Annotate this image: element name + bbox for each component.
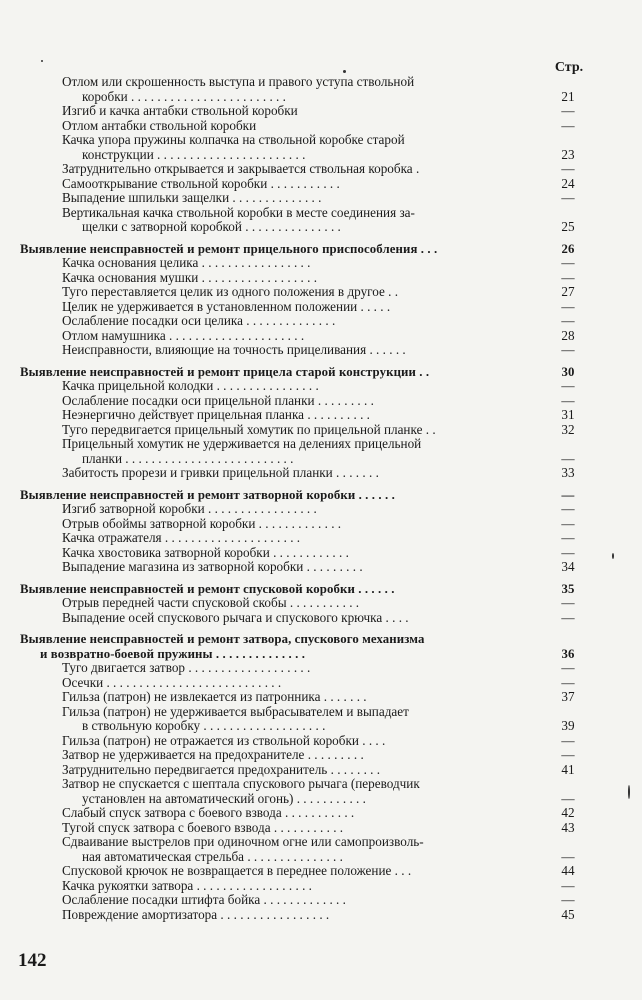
entry-line: Выявление неисправностей и ремонт затворной коробки . . . . . . bbox=[20, 487, 395, 502]
entry-page-number: — bbox=[561, 790, 575, 806]
entry-line: Выявление неисправностей и ремонт спусковой коробки . . . . . . bbox=[20, 581, 395, 596]
entry-title bbox=[62, 806, 551, 821]
entry-page-number: 44 bbox=[561, 863, 575, 878]
entry-title bbox=[62, 864, 551, 879]
toc-entry bbox=[20, 343, 585, 358]
toc-entry bbox=[20, 162, 585, 177]
entry-line: Прицельный хомутик не удерживается на делениях прицельной bbox=[62, 436, 422, 451]
entry-line: в ствольную коробку . . . . . . . . . . . . . . . . . . . bbox=[82, 718, 326, 733]
entry-page-number: 35 bbox=[561, 581, 575, 596]
entry-line: Отрыв обоймы затворной коробки . . . . . . . . . . . . . bbox=[62, 515, 342, 531]
entry-page-number: — bbox=[561, 530, 575, 545]
toc-entry bbox=[20, 763, 585, 778]
toc-entry bbox=[20, 661, 585, 676]
section-title bbox=[20, 582, 551, 597]
entry-line: Отлом намушника . . . . . . . . . . . . . . . . . . . . . bbox=[62, 327, 305, 343]
entry-line: Затруднительно передвигается предохранитель . . . . . . . . bbox=[62, 761, 381, 777]
entry-page-number: — bbox=[561, 342, 575, 357]
entry-page-number: — bbox=[561, 161, 575, 176]
entry-page-number: 25 bbox=[561, 219, 575, 234]
entry-line: Туго передвигается прицельный хомутик по прицельной планке . . bbox=[62, 421, 436, 437]
entry-page-number: 41 bbox=[561, 761, 575, 777]
entry-page-number: — bbox=[561, 747, 575, 762]
entry-line: Гильза (патрон) не отражается из ствольной коробки . . . . bbox=[62, 732, 386, 748]
entry-title bbox=[62, 517, 551, 532]
entry-title bbox=[62, 437, 551, 466]
entry-line: Неисправности, влияющие на точность прицеливания . . . . . . bbox=[62, 342, 406, 357]
toc-entry bbox=[20, 676, 585, 691]
entry-page-number: 33 bbox=[561, 465, 575, 480]
entry-page-number: — bbox=[561, 378, 575, 393]
toc-entry bbox=[20, 596, 585, 611]
scan-speck bbox=[628, 785, 630, 799]
entry-title bbox=[62, 546, 551, 561]
entry-title bbox=[62, 285, 551, 300]
entry-page-number: — bbox=[561, 487, 575, 502]
entry-page-number: — bbox=[561, 892, 575, 907]
entry-line: Туго переставляется целик из одного положения в другое . . bbox=[62, 284, 399, 299]
entry-title bbox=[62, 661, 551, 676]
entry-line: Повреждение амортизатора . . . . . . . . . . . . . . . . . bbox=[62, 906, 330, 922]
toc-section-heading bbox=[20, 488, 585, 503]
section-title bbox=[20, 365, 551, 380]
entry-line: Ослабление посадки оси целика . . . . . . . . . . . . . . bbox=[62, 313, 336, 328]
entry-page-number: 39 bbox=[561, 718, 575, 733]
toc-section-heading bbox=[20, 242, 585, 257]
entry-page-number: — bbox=[561, 313, 575, 328]
entry-title bbox=[62, 256, 551, 271]
entry-title bbox=[62, 394, 551, 409]
section-title bbox=[20, 488, 551, 503]
toc-entry bbox=[20, 314, 585, 329]
entry-page-number: 43 bbox=[561, 819, 575, 835]
toc-entry bbox=[20, 879, 585, 894]
toc-section-heading bbox=[20, 632, 585, 661]
entry-title bbox=[62, 676, 551, 691]
toc-entry bbox=[20, 560, 585, 575]
entry-line: и возвратно-боевой пружины . . . . . . . . . . . . . . bbox=[40, 646, 305, 661]
entry-title bbox=[62, 690, 551, 705]
entry-line: Туго двигается затвор . . . . . . . . . . . . . . . . . . . bbox=[62, 660, 311, 675]
entry-title bbox=[62, 466, 551, 481]
entry-title bbox=[62, 423, 551, 438]
page-number: 142 bbox=[18, 950, 47, 971]
toc-entry bbox=[20, 517, 585, 532]
entry-line: Качка упора пружины колпачка на ствольной коробке старой bbox=[62, 132, 405, 147]
entry-line: Целик не удерживается в установленном положении . . . . . bbox=[62, 298, 391, 314]
entry-title bbox=[62, 300, 551, 315]
toc-entry bbox=[20, 705, 585, 734]
toc-entry bbox=[20, 285, 585, 300]
entry-title bbox=[62, 560, 551, 575]
entry-line: Ослабление посадки оси прицельной планки . . . . . . . . . bbox=[62, 392, 374, 408]
entry-line: Отлом антабки ствольной коробки bbox=[62, 117, 257, 133]
toc-entry bbox=[20, 690, 585, 705]
entry-title bbox=[62, 734, 551, 749]
entry-title bbox=[62, 879, 551, 894]
entry-page-number: — bbox=[561, 298, 575, 314]
entry-title bbox=[62, 162, 551, 177]
entry-line: Ослабление посадки штифта бойка . . . . . . . . . . . . . bbox=[62, 892, 346, 907]
entry-line: Изгиб затворной коробки . . . . . . . . . . . . . . . . . bbox=[62, 501, 317, 516]
entry-title bbox=[62, 893, 551, 908]
entry-page-number: 36 bbox=[561, 646, 575, 661]
toc-entry bbox=[20, 408, 585, 423]
toc-entry bbox=[20, 777, 585, 806]
entry-line: Самооткрывание ствольной коробки . . . . . . . . . . . bbox=[62, 175, 340, 191]
entry-title bbox=[62, 763, 551, 778]
entry-line: Качка прицельной колодки . . . . . . . . . . . . . . . . bbox=[62, 378, 319, 393]
entry-page-number: 31 bbox=[561, 407, 575, 422]
toc-entry bbox=[20, 864, 585, 879]
entry-line: Выявление неисправностей и ремонт прицельного приспособления . . . bbox=[20, 241, 438, 256]
entry-line: Забитость прорези и гривки прицельной планки . . . . . . . bbox=[62, 465, 379, 480]
entry-title bbox=[62, 75, 551, 104]
toc-entry bbox=[20, 821, 585, 836]
entry-line: Выявление неисправностей и ремонт затвора, спускового механизма bbox=[20, 632, 425, 646]
entry-title bbox=[62, 531, 551, 546]
toc-entry bbox=[20, 394, 585, 409]
toc-entry bbox=[20, 191, 585, 206]
entry-line: ная автоматическая стрельба . . . . . . . . . . . . . . . bbox=[82, 848, 343, 864]
entry-title bbox=[62, 705, 551, 734]
toc-entry bbox=[20, 437, 585, 466]
entry-title bbox=[62, 343, 551, 358]
entry-line: Затвор не удерживается на предохранителе . . . . . . . . . bbox=[62, 747, 364, 762]
entry-page-number: 45 bbox=[561, 906, 575, 922]
entry-title bbox=[62, 133, 551, 162]
scan-speck bbox=[41, 60, 43, 62]
entry-title bbox=[62, 314, 551, 329]
entry-page-number: 30 bbox=[561, 364, 575, 379]
toc-entry bbox=[20, 379, 585, 394]
table-of-contents bbox=[20, 75, 585, 922]
entry-page-number: — bbox=[561, 255, 575, 270]
entry-line: Слабый спуск затвора с боевого взвода . . . . . . . . . . . bbox=[62, 805, 355, 820]
entry-page-number: 23 bbox=[561, 146, 575, 162]
entry-page-number: — bbox=[561, 269, 575, 285]
entry-line: установлен на автоматический огонь) . . . . . . . . . . . bbox=[82, 790, 366, 806]
toc-entry bbox=[20, 748, 585, 763]
entry-line: Выпадение шпильки защелки . . . . . . . . . . . . . . bbox=[62, 190, 322, 205]
toc-entry bbox=[20, 734, 585, 749]
entry-page-number: — bbox=[561, 674, 575, 690]
toc-entry bbox=[20, 133, 585, 162]
toc-entry bbox=[20, 531, 585, 546]
entry-title bbox=[62, 329, 551, 344]
entry-line: Осечки . . . . . . . . . . . . . . . . . . . . . . . . . . . bbox=[62, 674, 282, 690]
entry-line: Выявление неисправностей и ремонт прицела старой конструкции . . bbox=[20, 364, 430, 379]
toc-entry bbox=[20, 502, 585, 517]
toc-entry bbox=[20, 908, 585, 923]
entry-line: Качка отражателя . . . . . . . . . . . . . . . . . . . . . bbox=[62, 530, 301, 545]
toc-entry bbox=[20, 75, 585, 104]
entry-line: конструкции . . . . . . . . . . . . . . . . . . . . . . . bbox=[82, 146, 306, 162]
entry-title bbox=[62, 119, 551, 134]
entry-line: Качка основания целика . . . . . . . . . . . . . . . . . bbox=[62, 255, 311, 270]
page-column-header: Стр. bbox=[554, 60, 584, 75]
entry-page-number: — bbox=[561, 848, 575, 864]
toc-entry bbox=[20, 546, 585, 561]
toc-entry bbox=[20, 119, 585, 134]
entry-page-number: — bbox=[561, 117, 575, 133]
entry-title bbox=[62, 191, 551, 206]
toc-entry bbox=[20, 611, 585, 626]
entry-page-number: — bbox=[561, 450, 575, 466]
entry-title bbox=[62, 611, 551, 626]
entry-title bbox=[62, 379, 551, 394]
toc-entry bbox=[20, 300, 585, 315]
entry-page-number: — bbox=[561, 595, 575, 610]
entry-page-number: 21 bbox=[561, 88, 575, 104]
entry-line: Неэнергично действует прицельная планка . . . . . . . . . . bbox=[62, 407, 370, 422]
entry-title bbox=[62, 408, 551, 423]
entry-line: щелки с затворной коробкой . . . . . . . . . . . . . . . bbox=[82, 219, 341, 234]
entry-line: Затвор не спускается с шептала спускового рычага (переводчик bbox=[62, 776, 420, 791]
entry-page-number: 26 bbox=[561, 241, 575, 256]
entry-line: Изгиб и качка антабки ствольной коробки bbox=[62, 103, 298, 118]
entry-page-number: 32 bbox=[561, 421, 575, 437]
entry-page-number: — bbox=[561, 660, 575, 675]
toc-entry bbox=[20, 893, 585, 908]
entry-title bbox=[62, 835, 551, 864]
entry-line: планки . . . . . . . . . . . . . . . . . . . . . . . . . . bbox=[82, 450, 294, 466]
entry-title bbox=[62, 748, 551, 763]
entry-line: Спусковой крючок не возвращается в переднее положение . . . bbox=[62, 863, 412, 878]
entry-line: коробки . . . . . . . . . . . . . . . . . . . . . . . . bbox=[82, 88, 286, 104]
toc-entry bbox=[20, 806, 585, 821]
entry-page-number: 28 bbox=[561, 327, 575, 343]
entry-line: Сдваивание выстрелов при одиночном огне или самопроизволь- bbox=[62, 834, 424, 849]
entry-line: Гильза (патрон) не извлекается из патронника . . . . . . . bbox=[62, 689, 367, 704]
entry-page-number: — bbox=[561, 877, 575, 893]
entry-page-number: — bbox=[561, 501, 575, 516]
toc-section-heading bbox=[20, 365, 585, 380]
entry-page-number: 42 bbox=[561, 805, 575, 820]
toc-entry bbox=[20, 177, 585, 192]
entry-title bbox=[62, 821, 551, 836]
scan-speck bbox=[612, 553, 614, 559]
toc-entry bbox=[20, 104, 585, 119]
entry-title bbox=[62, 908, 551, 923]
toc-entry bbox=[20, 271, 585, 286]
entry-line: Гильза (патрон) не удерживается выбрасывателем и выпадает bbox=[62, 703, 409, 719]
entry-page-number: 34 bbox=[561, 559, 575, 574]
entry-line: Тугой спуск затвора с боевого взвода . . . . . . . . . . . bbox=[62, 819, 344, 835]
entry-page-number: — bbox=[561, 544, 575, 560]
toc-entry bbox=[20, 206, 585, 235]
entry-title bbox=[62, 177, 551, 192]
toc-entry bbox=[20, 835, 585, 864]
entry-page-number: — bbox=[561, 392, 575, 408]
entry-line: Вертикальная качка ствольной коробки в месте соединения за- bbox=[62, 204, 415, 220]
entry-title bbox=[62, 596, 551, 611]
scan-speck bbox=[343, 70, 346, 73]
entry-line: Отрыв передней части спусковой скобы . . . . . . . . . . . bbox=[62, 595, 360, 610]
entry-line: Качка основания мушки . . . . . . . . . . . . . . . . . . bbox=[62, 269, 317, 285]
section-title bbox=[20, 632, 551, 661]
entry-page-number: — bbox=[561, 515, 575, 531]
entry-title bbox=[62, 104, 551, 119]
entry-title bbox=[62, 502, 551, 517]
toc-entry bbox=[20, 329, 585, 344]
entry-page-number: 37 bbox=[561, 689, 575, 704]
toc-entry bbox=[20, 423, 585, 438]
entry-line: Затруднительно открывается и закрывается ствольная коробка . bbox=[62, 161, 420, 176]
toc-entry bbox=[20, 466, 585, 481]
entry-page-number: 24 bbox=[561, 175, 575, 191]
entry-page-number: — bbox=[561, 609, 575, 625]
entry-page-number: — bbox=[561, 190, 575, 205]
entry-line: Качка рукоятки затвора . . . . . . . . . . . . . . . . . . bbox=[62, 877, 312, 893]
entry-line: Выпадение магазина из затворной коробки . . . . . . . . . bbox=[62, 559, 363, 574]
entry-page-number: 27 bbox=[561, 284, 575, 299]
section-title bbox=[20, 242, 551, 257]
entry-title bbox=[62, 206, 551, 235]
toc-section-heading bbox=[20, 582, 585, 597]
entry-line: Качка хвостовика затворной коробки . . . . . . . . . . . . bbox=[62, 544, 349, 560]
entry-title bbox=[62, 271, 551, 286]
entry-line: Выпадение осей спускового рычага и спускового крючка . . . . bbox=[62, 609, 409, 625]
entry-page-number: — bbox=[561, 103, 575, 118]
entry-title bbox=[62, 777, 551, 806]
toc-entry bbox=[20, 256, 585, 271]
entry-page-number: — bbox=[561, 732, 575, 748]
entry-line: Отлом или скрошенность выступа и правого уступа ствольной bbox=[62, 74, 415, 89]
